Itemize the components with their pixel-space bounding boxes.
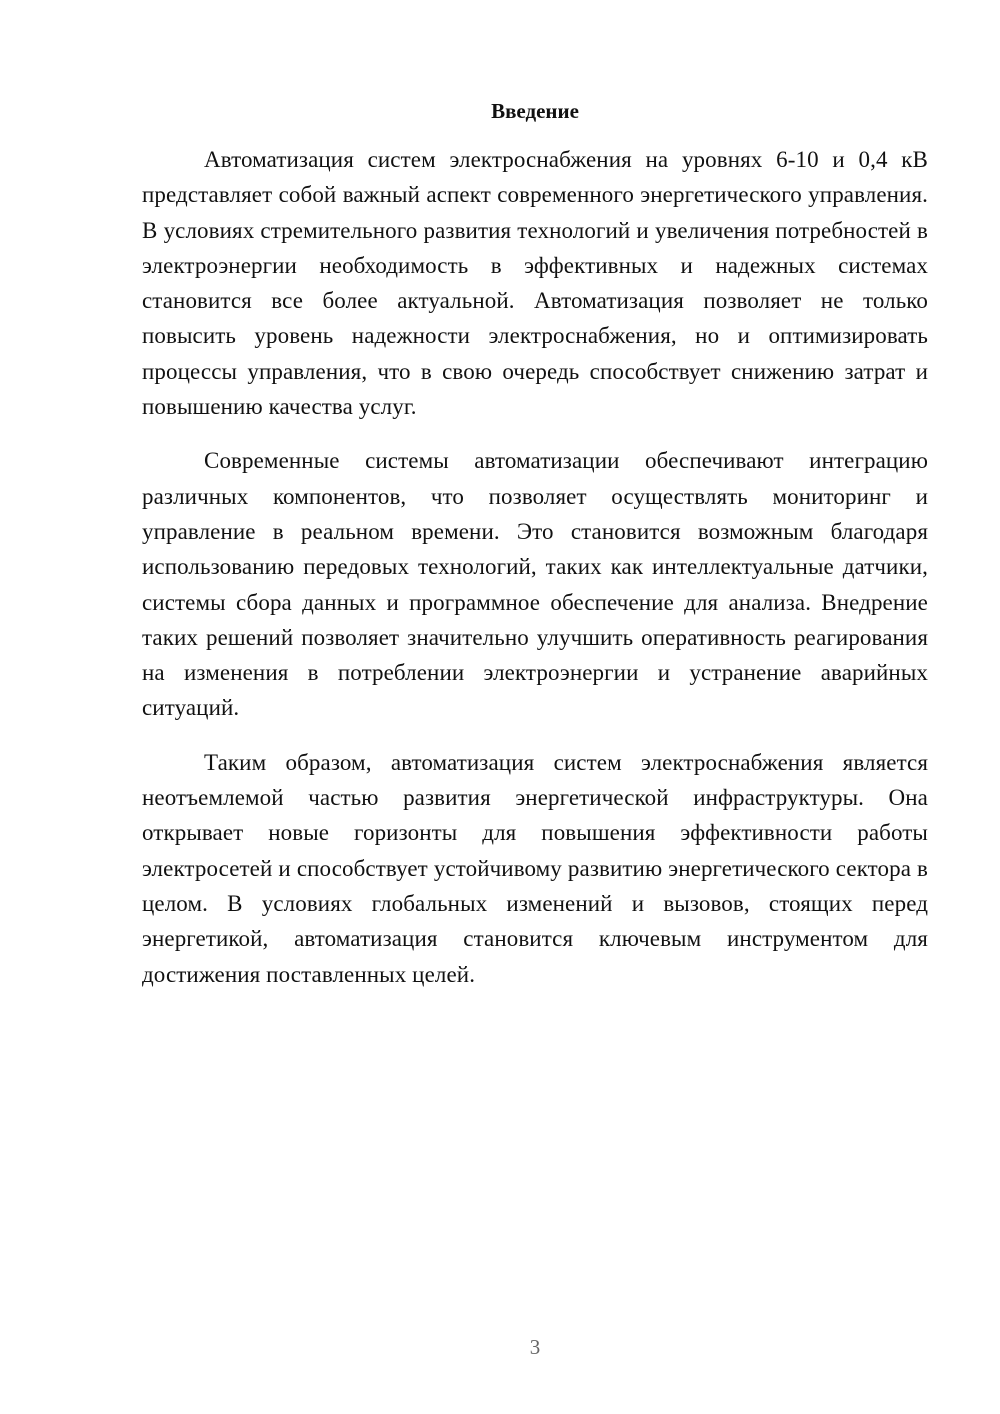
- section-heading: Введение: [491, 99, 579, 123]
- body-text: [142, 142, 928, 1011]
- paragraph-3: Таким образом, автоматизация систем электроснабжения является неотъемлемой частью развития энергетической инфраструктуры. Она открывает новые горизонты для повышения эффективности работы электросетей и способствует устойчивому развитию энергетического сектора в целом. В условиях глобальных изменений и вызовов, стоящих перед энергетикой, автоматизация становится ключевым инструментом для достижения поставленных целей.: [142, 749, 928, 987]
- page-number: 3: [529, 1335, 541, 1359]
- paragraph-2: Современные системы автоматизации обеспечивают интеграцию различных компонентов, что позволяет осуществлять мониторинг и управление в реальном времени. Это становится возможным благодаря использованию передовых технологий, таких как интеллектуальные датчики, системы сбора данных и программное обеспечение для анализа. Внедрение таких решений позволяет значительно улучшить оперативность реагирования на изменения в потреблении электроэнергии и устранение аварийных ситуаций.: [142, 448, 928, 721]
- paragraph-1: Автоматизация систем электроснабжения на уровнях 6-10 и 0,4 кВ представляет собой важный аспект современного энергетического управления. В условиях стремительного развития технологий и увеличения потребностей в электроэнергии необходимость в эффективных и надежных системах становится все более актуальной. Автоматизация позволяет не только повысить уровень надежности электроснабжения, но и оптимизировать процессы управления, что в свою очередь способствует снижению затрат и повышению качества услуг.: [142, 147, 928, 420]
